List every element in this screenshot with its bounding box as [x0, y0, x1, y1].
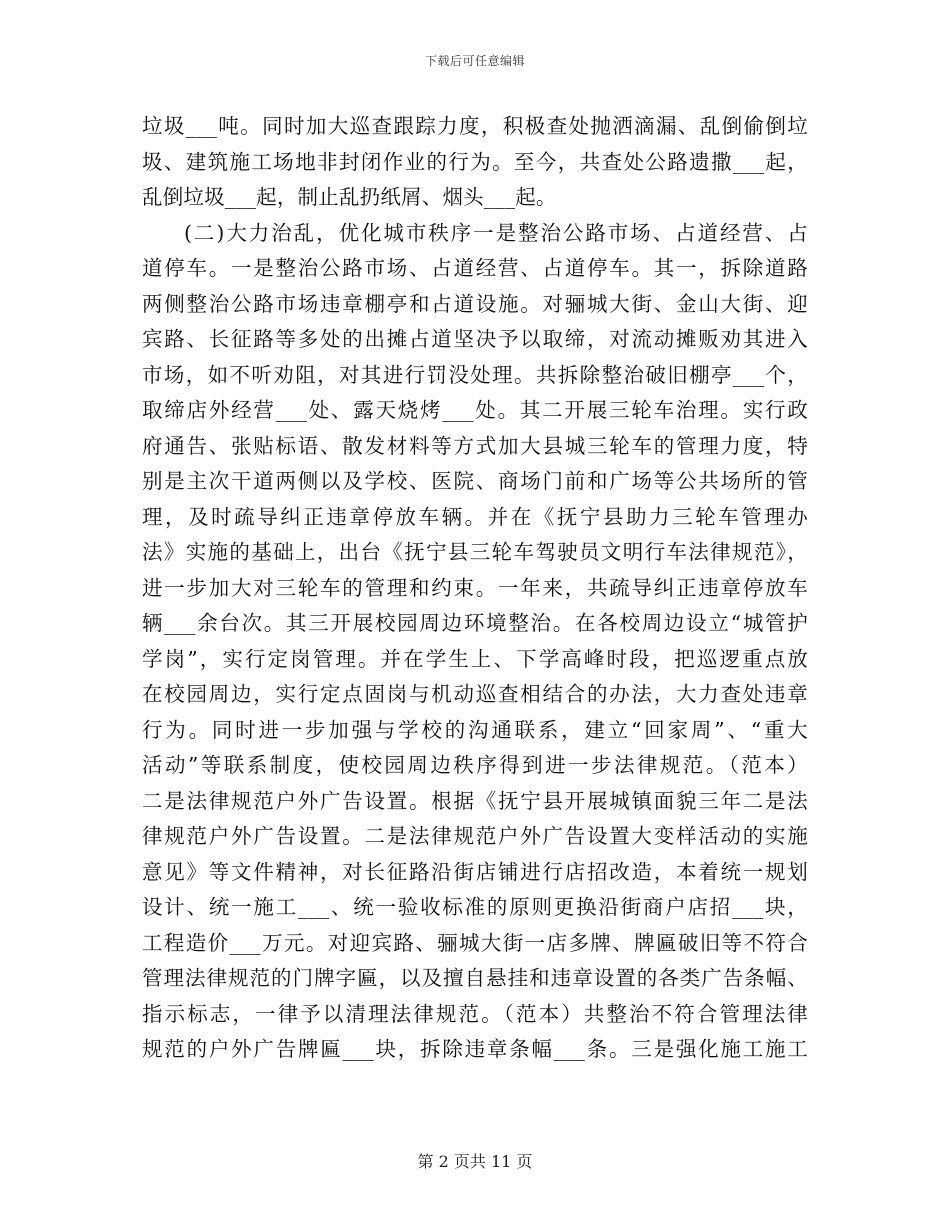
- text-line: 设计、统一施工___、统一验收标准的原则更换沿街商户店招___块，: [142, 895, 808, 919]
- text-line: 行为。同时进一步加强与学校的沟通联系，建立“回家周”、“重大: [142, 717, 808, 742]
- text-line: 指示标志，一律予以清理法律规范。（范本）共整治不符合管理法律: [142, 1001, 808, 1026]
- document-body: [142, 109, 808, 1068]
- text-line: 宾路、长征路等多处的出摊占道坚决予以取缔，对流动摊贩劝其进入: [142, 327, 808, 351]
- text-line: 工程造价___万元。对迎宾路、骊城大街一店多牌、牌匾破旧等不符合: [142, 930, 808, 955]
- text-line: 别是主次干道两侧以及学校、医院、商场门前和广场等公共场所的管: [142, 469, 808, 493]
- text-line: 在校园周边，实行定点固岗与机动巡查相结合的办法，大力查处违章: [142, 682, 808, 706]
- text-line: 市场，如不听劝阻，对其进行罚没处理。共拆除整治破旧棚亭___个，: [142, 362, 808, 387]
- text-line: 垃圾___吨。同时加大巡查跟踪力度，积极查处抛洒滴漏、乱倒偷倒垃: [142, 114, 808, 138]
- text-line: 活动”等联系制度，使校园周边秩序得到进一步法律规范。（范本）: [142, 753, 808, 777]
- text-line: 两侧整治公路市场违章棚亭和占道设施。对骊城大街、金山大街、迎: [142, 291, 808, 316]
- text-line: 管理法律规范的门牌字匾，以及擅自悬挂和违章设置的各类广告条幅、: [142, 966, 808, 990]
- text-line: 法》实施的基础上，出台《抚宁县三轮车驾驶员文明行车法律规范》，: [142, 540, 808, 564]
- text-line: 圾、建筑施工场地非封闭作业的行为。至今，共查处公路遗撒___起，: [142, 149, 808, 174]
- text-line: 意见》等文件精神，对长征路沿街店铺进行店招改造，本着统一规划: [142, 859, 808, 884]
- text-line: 进一步加大对三轮车的管理和约束。一年来，共疏导纠正违章停放车: [142, 575, 808, 600]
- page-header: 下载后可任意编辑: [424, 54, 525, 68]
- text-line: (二)大力治乱，优化城市秩序一是整治公路市场、占道经营、占: [184, 220, 808, 245]
- text-line: 二是法律规范户外广告设置。根据《抚宁县开展城镇面貌三年二是法: [142, 788, 808, 813]
- text-line: 辆___余台次。其三开展校园周边环境整治。在各校周边设立“城管护: [142, 611, 808, 635]
- text-line: 规范的户外广告牌匾___块，拆除违章条幅___条。三是强化施工施工: [142, 1037, 808, 1061]
- text-line: 乱倒垃圾___起，制止乱扔纸屑、烟头___起。: [142, 185, 557, 209]
- text-line: 理，及时疏导纠正违章停放车辆。并在《抚宁县助力三轮车管理办: [142, 504, 808, 529]
- text-line: 府通告、张贴标语、散发材料等方式加大县城三轮车的管理力度，特: [142, 433, 808, 458]
- page-footer: 第 2 页共 11 页: [417, 1152, 533, 1171]
- text-line: 取缔店外经营___处、露天烧烤___处。其二开展三轮车治理。实行政: [142, 398, 808, 422]
- text-line: 律规范户外广告设置。二是法律规范户外广告设置大变样活动的实施: [142, 824, 808, 848]
- text-line: 道停车。一是整治公路市场、占道经营、占道停车。其一，拆除道路: [142, 256, 808, 280]
- text-line: 学岗”，实行定岗管理。并在学生上、下学高峰时段，把巡逻重点放: [142, 646, 808, 671]
